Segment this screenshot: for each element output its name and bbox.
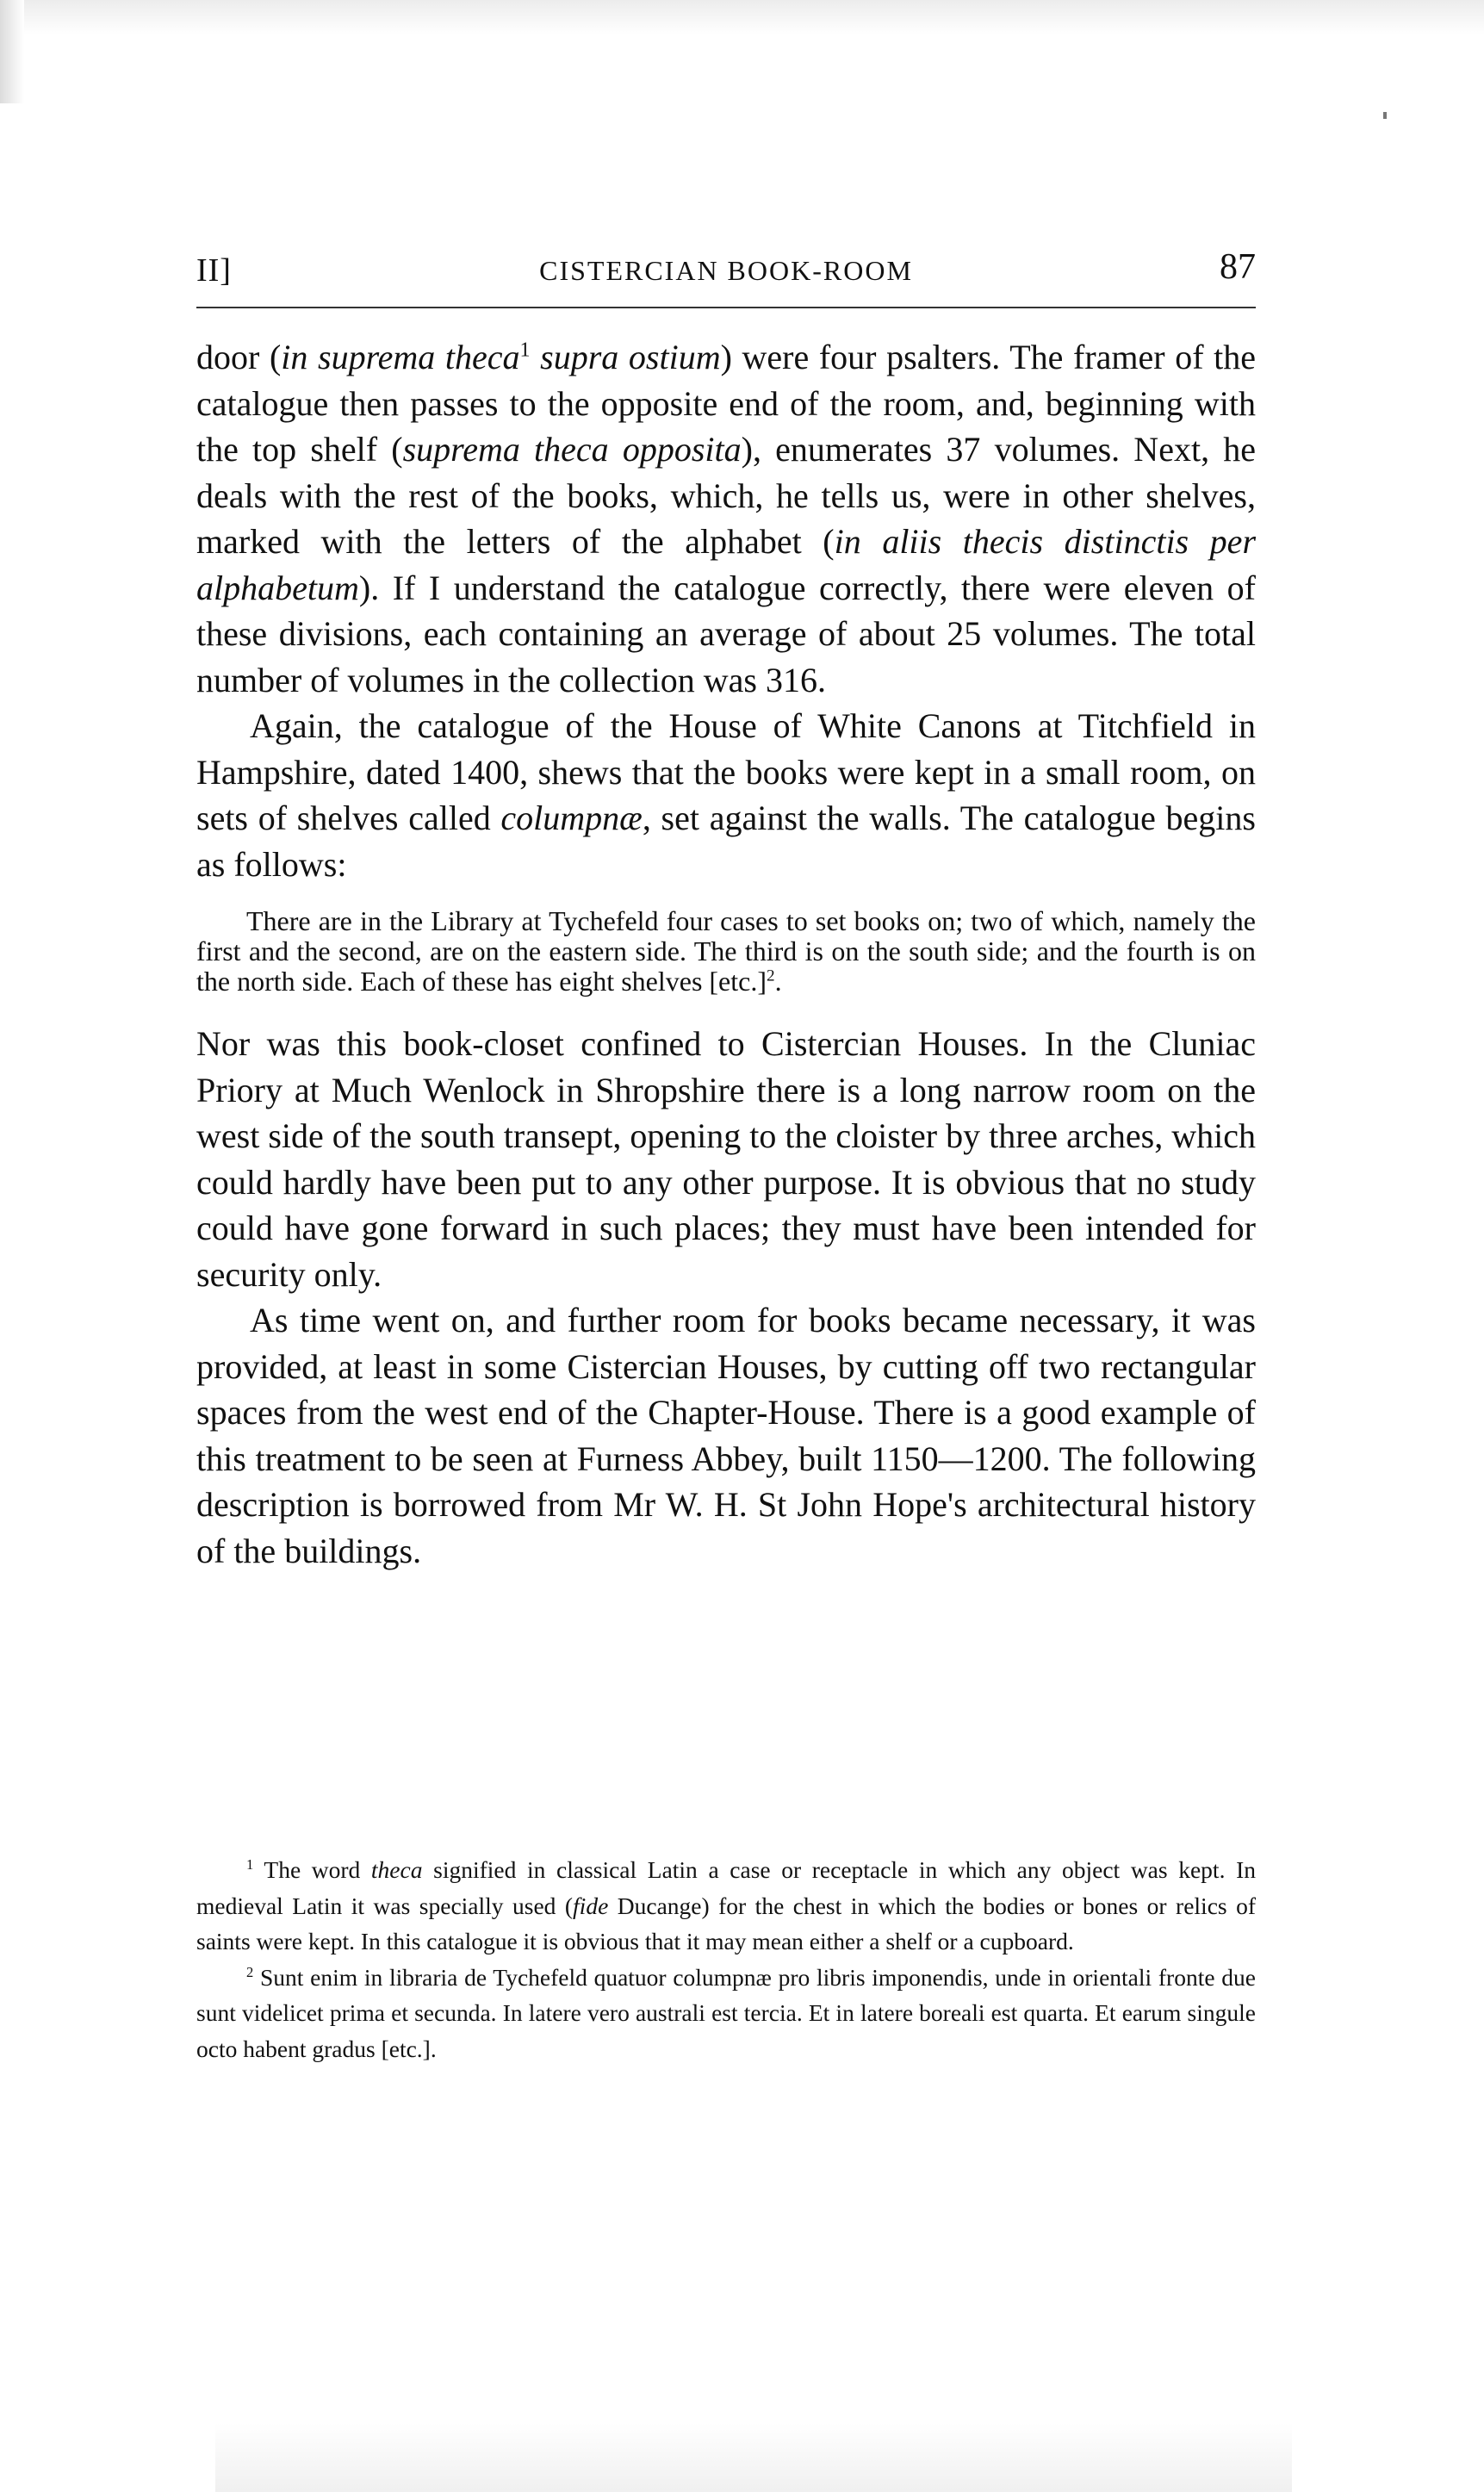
text-run: Nor was this book-closet confined to Cistercian Houses. In the Cluniac Priory at Much Wenlock in Shropshire there is a long narrow room on the west side of the south transept, opening to the cloister by three arches, which could hardly have been put to any other purpose. It is obvious that no study could have gone forward in such places; they must have been intended for security only. <box>196 1024 1256 1294</box>
block-quote <box>196 906 1256 997</box>
paragraph <box>196 703 1256 887</box>
text-run: ). If I understand the catalogue correctly, there were eleven of these divisions, each containing an average of about 25 volumes. The total number of volumes in the collection was 316. <box>196 568 1256 699</box>
text-run: , set against the walls. The catalogue begins as follows: <box>196 799 1256 884</box>
text-run <box>531 338 541 376</box>
text-run: signified in classical Latin a case or receptacle in which any object was kept. In medieval Latin it was specially used ( <box>196 1856 1256 1919</box>
footnote-reference[interactable]: 1 <box>519 339 531 362</box>
footnote-reference[interactable]: 2 <box>767 966 775 985</box>
scan-shadow-top <box>0 0 1484 34</box>
italic-phrase: fide <box>573 1892 609 1919</box>
text-run: . <box>774 966 782 997</box>
italic-phrase: suprema theca opposita <box>402 430 742 469</box>
footnote-marker: 1 <box>246 1855 254 1873</box>
body-text <box>196 334 1256 1574</box>
footnote <box>196 1960 1256 2067</box>
footnotes <box>196 1852 1256 2066</box>
text-run: As time went on, and further room for books became necessary, it was provided, at least in some Cistercian Houses, by cutting off two rectangular spaces from the west end of the Chapter-House. There is a good example of this treatment to be seen at Furness Abbey, built 1150—1200. The following description is borrowed from Mr W. H. St John Hope's architectural history of the buildings. <box>196 1301 1256 1570</box>
scan-speck <box>1383 112 1387 119</box>
running-head <box>196 245 1256 296</box>
italic-phrase: supra ostium <box>540 338 721 376</box>
text-run: ), enumerates 37 volumes. Next, he deals with the rest of the books, which, he tells us, were in other shelves, marked with the letters of the alphabet ( <box>196 430 1256 561</box>
footnote-marker: 2 <box>246 1963 254 1980</box>
paragraph <box>196 334 1256 703</box>
scan-shadow-bottom <box>215 2423 1292 2492</box>
running-title: CISTERCIAN BOOK-ROOM <box>539 255 913 286</box>
scan-shadow-left <box>0 0 24 103</box>
chapter-number: II] <box>196 252 232 289</box>
italic-phrase: in aliis thecis distinctis per alphabetum <box>196 522 1257 607</box>
italic-phrase: theca <box>370 1856 423 1883</box>
text-run: Sunt enim in libraria de Tychefeld quatuor columpnæ pro libris imponendis, unde in orientali fronte due sunt videlicet prima et secunda. In latere vero australi est tercia. Et in latere boreali est quarta. Et earum singule octo habent gradus [etc.]. <box>196 1963 1256 2062</box>
italic-phrase: columpnæ <box>500 799 643 837</box>
text-run: Ducange) for the chest in which the bodies or bones or relics of saints were kept. In this catalogue it is obvious that it may mean either a shelf or a cupboard. <box>196 1892 1256 1954</box>
text-run: ) were four psalters. The framer of the catalogue then passes to the opposite end of the room, and, beginning with the top shelf ( <box>196 338 1257 469</box>
page-number: 87 <box>1220 247 1256 287</box>
header-rule <box>196 307 1256 308</box>
text-run: The word <box>264 1856 371 1883</box>
paragraph <box>196 1297 1256 1574</box>
footnote <box>196 1852 1256 1960</box>
paragraph <box>196 1021 1256 1297</box>
text-run: There are in the Library at Tychefeld four cases to set books on; two of which, namely the first and the second, are on the eastern side. The third is on the south side; and the fourth is on the north side. Each of these has eight shelves [etc.] <box>196 905 1256 997</box>
text-run: door ( <box>196 338 282 376</box>
text-run: Again, the catalogue of the House of White Canons at Titchfield in Hampshire, dated 1400, shews that the books were kept in a small room, on sets of shelves called <box>196 706 1256 837</box>
italic-phrase: in suprema theca <box>281 338 520 376</box>
